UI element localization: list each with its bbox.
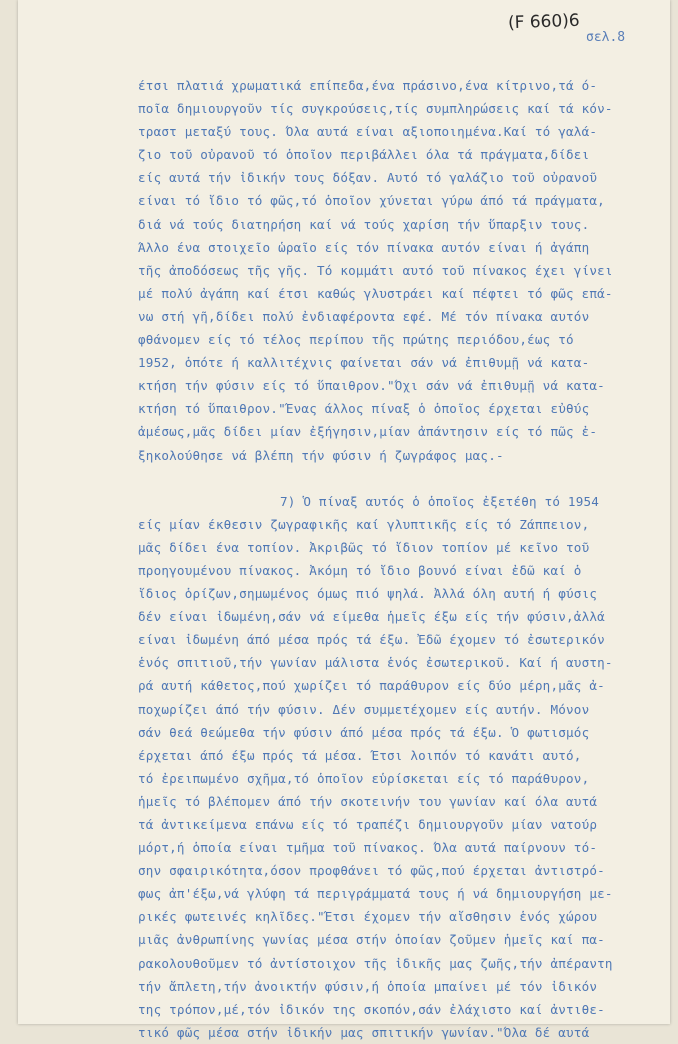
text-line: μόρτ,ή ὁποία είναι τμῆμα τοῦ πίνακος. Όλα αυτά παίρνουν τό- xyxy=(138,840,598,856)
text-line: ποχωρίζει άπό τήν φύσιν. Δέν συμμετέχομεν είς αυτήν. Μόνον xyxy=(138,701,590,717)
text-line: τό ἐρειπωμένο σχῆμα,τό ὁποῖον εὑρίσκεται είς τό παράθυρον, xyxy=(138,770,590,786)
text-line: κτήση τήν φύσιν είς τό ὕπαιθρον."Όχι σάν νά ἐπιθυμῇ νά κατα- xyxy=(138,378,605,394)
text-line: δέν είναι ἰδωμένη,σάν νά είμεθα ἡμεῖς έξω είς τήν φύσιν,ἀλλά xyxy=(138,609,605,625)
text-line: είς μίαν έκθεσιν ζωγραφικῆς καί γλυπτικῆς είς τό Ζάππειον, xyxy=(138,516,590,532)
text-line: ἑνός σπιτιοῦ,τήν γωνίαν μάλιστα ἑνός ἐσωτερικοῦ. Καί ή αυστη- xyxy=(138,655,613,671)
text-line: φως ἀπ'έξω,νά γλύφη τά περιγράμματά τους ή νά δημιουργήση με- xyxy=(138,886,613,902)
text-line: είναι ἰδωμένη άπό μέσα πρός τά έξω. Ἐδῶ έχομεν τό ἐσωτερικόν xyxy=(138,632,605,648)
text-line: Άλλο ένα στοιχεῖο ὡραῖο είς τόν πίνακα αυτόν είναι ή ἀγάπη xyxy=(138,239,590,255)
text-line: προηγουμένου πίνακος. Ἀκόμη τό ἴδιο βουνό είναι ἐδῶ καί ὁ xyxy=(138,562,582,578)
text-line: της τρόπον,μέ,τόν ἰδικόν της σκοπόν,σάν ἐλάχιστο καί ἀντιθε- xyxy=(138,1001,605,1017)
text-line: σάν θεά θεώμεθα τήν φύσιν άπό μέσα πρός τά έξω. Ὁ φωτισμός xyxy=(138,724,590,740)
text-line: ζιο τοῦ οὐρανοῦ τό ὁποῖον περιβάλλει όλα τά πράγματα,δίδει xyxy=(138,147,590,163)
text-line: ἴδιος ὁρίζων,σημωμένος όμως πιό ψηλά. Ἀλλά όλη αυτή ή φύσις xyxy=(138,586,598,602)
text-line: διά νά τούς διατηρήση καί νά τούς χαρίση τήν ὕπαρξιν τους. xyxy=(138,216,590,232)
text-line: έτσι πλατιά χρωματικά επίπεδα,ένα πράσινο,ένα κίτρινο,τά ό- xyxy=(138,78,598,93)
archive-reference: (F 660)6 xyxy=(507,10,581,34)
text-line: τήν ἄπλετη,τήν ἀνοικτήν φύσιν,ή ὁποία μπαίνει μέ τόν ἰδικόν xyxy=(138,978,598,994)
text-line: κτήση τό ὕπαιθρον."Ένας άλλος πίναξ ὁ ὁποῖος έρχεται εὐθύς xyxy=(138,401,590,417)
text-line: έρχεται άπό έξω πρός τά μέσα. Έτσι λοιπόν τό κανάτι αυτό, xyxy=(138,747,582,763)
text-line: τά ἀντικείμενα επάνω είς τό τραπέζι δημιουργοῦν μίαν νατούρ xyxy=(138,817,598,832)
text-line: φθάνομεν είς τό τέλος περίπου τῆς πρώτης περιόδου,έως τό xyxy=(138,332,574,348)
text-line: τραστ μεταξύ τους. Όλα αυτά είναι αξιοποιημένα.Καί τό γαλά- xyxy=(138,124,598,140)
page-number: σελ.8 xyxy=(586,30,626,45)
text-line: ἡμεῖς τό βλέπομεν άπό τήν σκοτεινήν του γωνίαν καί όλα αυτά xyxy=(138,793,598,809)
text-line: ἀμέσως,μᾶς δίδει μίαν ἐξήγησιν,μίαν ἀπάντησιν είς τό πῶς ἐ- xyxy=(138,424,598,440)
text-line: ρικές φωτεινές κηλῖδες."Έτσι έχομεν τήν αἴσθησιν ἑνός χώρου xyxy=(138,909,598,925)
text-line: 1952, ὁπότε ή καλλιτέχνις φαίνεται σάν νά ἐπιθυμῇ νά κατα- xyxy=(138,355,590,371)
paragraph-spacer xyxy=(138,467,678,490)
text-line: νω στή γῆ,δίδει πολύ ἐνδιαφέροντα εφέ. Μέ τόν πίνακα αυτόν xyxy=(138,308,590,324)
document-page xyxy=(18,0,670,1040)
text-line: ρά αυτή κάθετος,πού χωρίζει τό παράθυρον είς δύο μέρη,μᾶς ἀ- xyxy=(138,678,605,694)
text-line: τῆς ἀποδόσεως τῆς γῆς. Τό κομμάτι αυτό τοῦ πίνακος έχει γίνει xyxy=(138,262,613,278)
text-line: ποῖα δημιουργοῦν τίς συγκρούσεις,τίς συμπληρώσεις καί τά κόν- xyxy=(138,101,613,117)
text-line: τικό φῶς μέσα στήν ἰδικήν μας σπιτικήν γωνίαν."Όλα δέ αυτά xyxy=(138,1024,590,1040)
text-line: είς αυτά τήν ἰδικήν τους δόξαν. Αυτό τό γαλάζιο τοῦ οὐρανοῦ xyxy=(138,170,598,186)
typed-text xyxy=(138,74,678,1044)
text-line: είναι τό ἴδιο τό φῶς,τό ὁποῖον χύνεται γύρω άπό τά πράγματα, xyxy=(138,193,605,209)
paragraph-start-line: 7) Ὁ πίναξ αυτός ὁ ὁποῖος ἐξετέθη τό 1954 xyxy=(280,493,600,509)
text-line: μᾶς δίδει ένα τοπίον. Ἀκριβῶς τό ἴδιον τοπίον μέ κεῖνο τοῦ xyxy=(138,539,590,555)
text-line: ρακολουθοῦμεν τό ἀντίστοιχον τῆς ἰδικῆς μας ζωῆς,τήν ἀπέραντη xyxy=(138,955,613,971)
text-line: ξηκολούθησε νά βλέπη τήν φύσιν ή ζωγράφος μας.- xyxy=(138,447,504,463)
text-line: μέ πολύ ἀγάπη καί έτσι καθώς γλυστράει καί πέφτει τό φῶς επά- xyxy=(138,285,613,301)
text-line: σην σφαιρικότητα,όσον προφθάνει τό φῶς,πού έρχεται ἀντιστρό- xyxy=(138,863,605,879)
text-line: μιᾶς ἀνθρωπίνης γωνίας μέσα στήν ὁποίαν ζοῦμεν ἡμεῖς καί πα- xyxy=(138,932,605,948)
